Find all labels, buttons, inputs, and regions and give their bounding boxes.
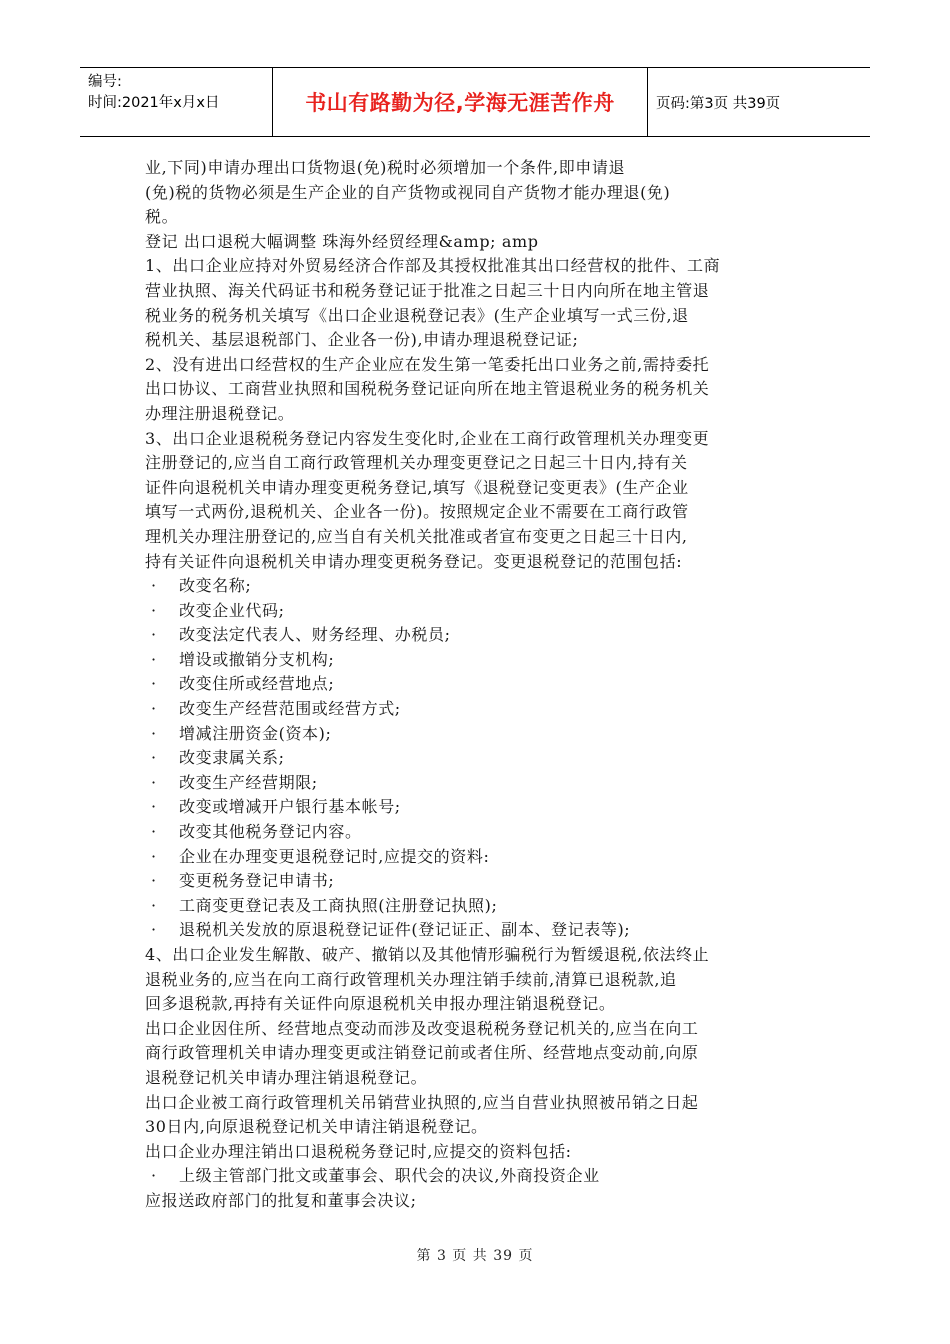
bullet-list-item: · 改变住所或经营地点;: [145, 672, 805, 697]
bullet-list-item: · 工商变更登记表及工商执照(注册登记执照);: [145, 894, 805, 919]
bullet-list-item: · 改变生产经营期限;: [145, 771, 805, 796]
body-text-line: 登记 出口退税大幅调整 珠海外经贸经理&amp; amp: [145, 231, 539, 251]
body-text-line: 理机关办理注册登记的,应当自有关机关批准或者宣布变更之日起三十日内,: [145, 526, 688, 546]
header-meta: [80, 68, 273, 136]
header-number: 编号:: [88, 74, 122, 90]
body-text-line: 30日内,向原退税登记机关申请注销退税登记。: [145, 1117, 488, 1137]
body-text-line: 商行政管理机关申请办理变更或注销登记前或者住所、经营地点变动前,向原: [145, 1043, 699, 1063]
bullet-list-item: · 改变隶属关系;: [145, 746, 805, 771]
header-time: 时间:2021年x月x日: [88, 95, 220, 111]
bullet-list-item: · 变更税务登记申请书;: [145, 869, 805, 894]
bullet-list-item: · 上级主管部门批文或董事会、职代会的决议,外商投资企业: [145, 1164, 805, 1189]
bullet-list-item: · 增减注册资金(资本);: [145, 722, 805, 747]
header-motto: 书山有路勤为径,学海无涯苦作舟: [273, 68, 648, 136]
body-text-line: 证件向退税机关申请办理变更税务登记,填写《退税登记变更表》(生产企业: [145, 477, 689, 497]
body-text-line: 办理注册退税登记。: [145, 403, 295, 423]
body-text-line: 1、出口企业应持对外贸易经济合作部及其授权批准其出口经营权的批件、工商: [145, 256, 721, 276]
body-text-line: (免)税的货物必须是生产企业的自产货物或视同自产货物才能办理退(免): [145, 182, 671, 202]
bullet-list-item: · 改变其他税务登记内容。: [145, 820, 805, 845]
bullet-list-item: · 增设或撤销分支机构;: [145, 648, 805, 673]
body-text-line: 持有关证件向退税机关申请办理变更税务登记。变更退税登记的范围包括:: [145, 551, 683, 571]
body-text-line: 出口企业办理注销出口退税税务登记时,应提交的资料包括:: [145, 1141, 572, 1161]
body-text-line: 营业执照、海关代码证书和税务登记证于批准之日起三十日内向所在地主管退: [145, 280, 710, 300]
bullet-list-item: · 改变或增减开户银行基本帐号;: [145, 795, 805, 820]
body-text-line: 3、出口企业退税税务登记内容发生变化时,企业在工商行政管理机关办理变更: [145, 428, 710, 448]
bullet-list-item: · 退税机关发放的原退税登记证件(登记证正、副本、登记表等);: [145, 918, 805, 943]
body-text-line: 出口企业被工商行政管理机关吊销营业执照的,应当自营业执照被吊销之日起: [145, 1092, 699, 1112]
body-text-line: 退税业务的,应当在向工商行政管理机关办理注销手续前,清算已退税款,追: [145, 969, 677, 989]
bullet-list-item: · 改变法定代表人、财务经理、办税员;: [145, 623, 805, 648]
body-text-line: 应报送政府部门的批复和董事会决议;: [145, 1190, 417, 1210]
bullet-list-item: · 企业在办理变更退税登记时,应提交的资料:: [145, 845, 805, 870]
page-header: [80, 67, 870, 137]
body-text-line: 税业务的税务机关填写《出口企业退税登记表》(生产企业填写一式三份,退: [145, 305, 689, 325]
body-text-line: 税。: [145, 207, 179, 227]
page-footer: 第 3 页 共 39 页: [416, 1248, 534, 1264]
body-text-line: 出口协议、工商营业执照和国税税务登记证向所在地主管退税业务的税务机关: [145, 379, 710, 399]
bullet-list-item: · 改变企业代码;: [145, 599, 805, 624]
bullet-list-item: · 改变名称;: [145, 574, 805, 599]
document-body: [145, 156, 805, 1214]
header-page-number: 页码:第3页 共39页: [656, 95, 781, 112]
body-text-line: 填写一式两份,退税机关、企业各一份)。按照规定企业不需要在工商行政管: [145, 502, 689, 522]
body-text-line: 退税登记机关申请办理注销退税登记。: [145, 1067, 428, 1087]
body-text-line: 4、出口企业发生解散、破产、撤销以及其他情形骗税行为暂缓退税,依法终止: [145, 945, 710, 964]
body-text-line: 业,下同)申请办理出口货物退(免)税时必须增加一个条件,即申请退: [145, 158, 626, 177]
bullet-list-item: · 改变生产经营范围或经营方式;: [145, 697, 805, 722]
body-text-line: 注册登记的,应当自工商行政管理机关办理变更登记之日起三十日内,持有关: [145, 453, 688, 473]
body-text-line: 出口企业因住所、经营地点变动而涉及改变退税税务登记机关的,应当在向工: [145, 1018, 699, 1038]
body-text-line: 回多退税款,再持有关证件向原退税机关申报办理注销退税登记。: [145, 994, 616, 1014]
body-text-line: 2、没有进出口经营权的生产企业应在发生第一笔委托出口业务之前,需持委托: [145, 354, 710, 374]
body-text-line: 税机关、基层退税部门、企业各一份),申请办理退税登记证;: [145, 330, 579, 350]
